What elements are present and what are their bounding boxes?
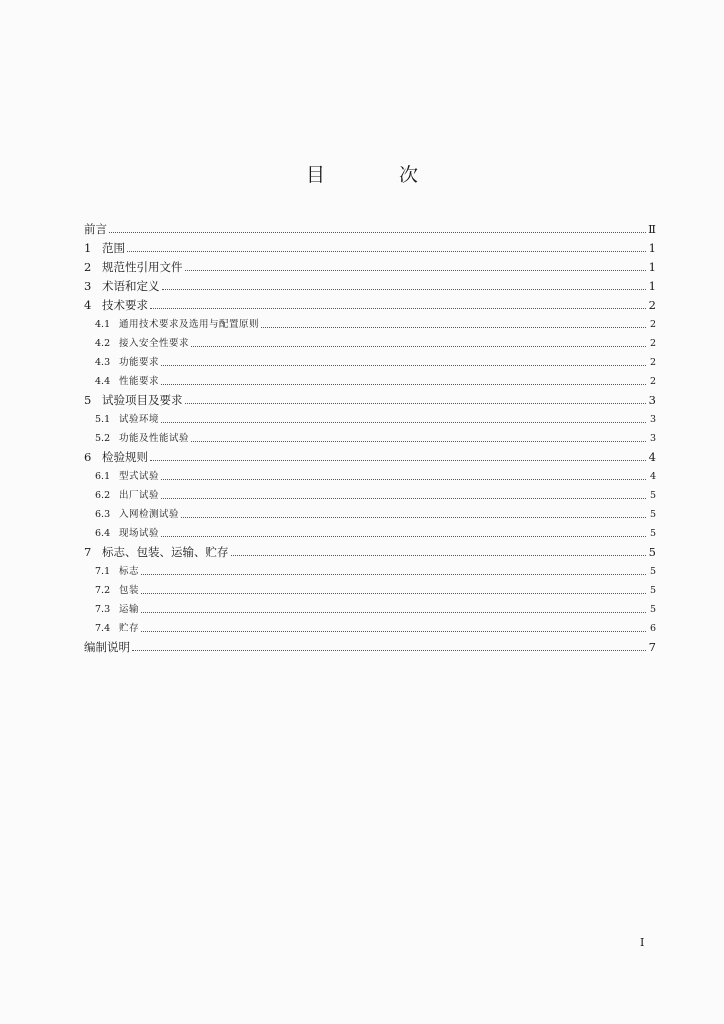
dot-leader (185, 403, 647, 404)
dot-leader (141, 593, 646, 594)
toc-entry-label: 前言 (84, 222, 107, 236)
toc-entry-number: 2 (84, 260, 92, 274)
toc-entry[interactable] (84, 581, 656, 600)
toc-entry-page: 5 (649, 490, 656, 501)
toc-entry-page: 3 (649, 414, 656, 425)
toc-entry-page: 2 (649, 376, 656, 387)
page-number: I (640, 936, 645, 949)
toc-entry-page: 2 (649, 357, 656, 368)
toc-entry[interactable] (84, 448, 656, 467)
toc-entry-number: 7.2 (95, 585, 111, 596)
toc-entry-label: 标志 (119, 566, 140, 577)
toc-entry[interactable] (84, 619, 656, 638)
toc-entry-number: 3 (84, 279, 92, 293)
toc-entry[interactable] (84, 239, 656, 258)
toc-entry-label: 术语和定义 (102, 279, 160, 293)
toc-entry[interactable] (84, 315, 656, 334)
toc-entry-page: 1 (648, 279, 656, 293)
toc-entry-page: 1 (648, 260, 656, 274)
toc-entry-label: 功能要求 (119, 357, 160, 368)
dot-leader (181, 517, 646, 518)
toc-entry-label: 包装 (119, 585, 140, 596)
toc-entry[interactable] (84, 524, 656, 543)
toc-entry[interactable] (84, 277, 656, 296)
toc-entry-number: 6.2 (95, 490, 111, 501)
toc-entry[interactable] (84, 353, 656, 372)
toc-entry[interactable] (84, 543, 656, 562)
page-title: 目 次 (305, 164, 453, 186)
dot-leader (161, 422, 646, 423)
toc-entry[interactable] (84, 486, 656, 505)
toc-entry[interactable] (84, 334, 656, 353)
toc-entry-number: 7.4 (95, 623, 111, 634)
toc-entry-number: 4.2 (95, 338, 111, 349)
toc-entry-number: 7 (84, 545, 92, 559)
table-of-contents (84, 220, 656, 657)
dot-leader (261, 327, 646, 328)
dot-leader (150, 308, 646, 309)
toc-entry-number: 5.2 (95, 433, 111, 444)
toc-entry-label: 试验环境 (119, 414, 160, 425)
toc-entry-number: 1 (84, 241, 92, 255)
toc-entry-page: 5 (649, 604, 656, 615)
dot-leader (161, 536, 646, 537)
toc-entry-label: 现场试验 (119, 528, 160, 539)
toc-entry-label: 功能及性能试验 (119, 433, 190, 444)
toc-entry[interactable] (84, 600, 656, 619)
toc-entry-page: 3 (649, 433, 656, 444)
dot-leader (231, 555, 647, 556)
toc-entry[interactable] (84, 391, 656, 410)
toc-entry-page: 2 (648, 298, 656, 312)
toc-entry-page: 5 (649, 566, 656, 577)
dot-leader (141, 574, 646, 575)
toc-entry-page: 4 (648, 450, 656, 464)
toc-entry-page: 5 (648, 545, 656, 559)
toc-entry-number: 4 (84, 298, 92, 312)
toc-entry-page: 2 (649, 319, 656, 330)
toc-entry-page: 3 (648, 393, 656, 407)
dot-leader (141, 612, 646, 613)
toc-entry-label: 检验规则 (102, 450, 148, 464)
toc-entry-page: 5 (649, 528, 656, 539)
toc-entry-label: 通用技术要求及选用与配置原则 (119, 319, 260, 330)
toc-entry[interactable] (84, 505, 656, 524)
toc-entry[interactable] (84, 562, 656, 581)
toc-entry-page: 2 (649, 338, 656, 349)
toc-entry-label: 入网检测试验 (119, 509, 180, 520)
toc-entry-number: 7.3 (95, 604, 111, 615)
toc-entry-label: 标志、包装、运输、贮存 (102, 545, 229, 559)
toc-entry-page: Ⅱ (648, 222, 656, 236)
toc-entry-label: 出厂试验 (119, 490, 160, 501)
toc-entry-page: 1 (648, 241, 656, 255)
dot-leader (127, 251, 646, 252)
toc-entry-number: 6.1 (95, 471, 111, 482)
toc-entry-number: 4.4 (95, 376, 111, 387)
toc-entry-number: 6 (84, 450, 92, 464)
dot-leader (161, 498, 646, 499)
toc-entry-label: 型式试验 (119, 471, 160, 482)
toc-entry-number: 6.4 (95, 528, 111, 539)
toc-entry[interactable] (84, 410, 656, 429)
dot-leader (185, 270, 647, 271)
toc-entry-page: 4 (649, 471, 656, 482)
toc-entry-page: 5 (649, 585, 656, 596)
toc-entry-label: 技术要求 (102, 298, 148, 312)
toc-entry-label: 编制说明 (84, 640, 130, 654)
dot-leader (161, 365, 646, 366)
toc-entry[interactable] (84, 372, 656, 391)
toc-entry-number: 7.1 (95, 566, 111, 577)
toc-entry-label: 规范性引用文件 (102, 260, 183, 274)
toc-entry[interactable] (84, 258, 656, 277)
toc-entry-label: 接入安全性要求 (119, 338, 190, 349)
dot-leader (191, 441, 646, 442)
toc-entry-label: 范围 (102, 241, 125, 255)
toc-entry[interactable] (84, 220, 656, 239)
toc-entry[interactable] (84, 638, 656, 657)
toc-entry-label: 运输 (119, 604, 140, 615)
toc-entry-number: 4.1 (95, 319, 111, 330)
toc-entry-page: 5 (649, 509, 656, 520)
toc-entry-number: 5.1 (95, 414, 111, 425)
dot-leader (141, 631, 646, 632)
toc-entry-label: 性能要求 (119, 376, 160, 387)
toc-entry-number: 6.3 (95, 509, 111, 520)
dot-leader (161, 479, 646, 480)
toc-entry-page: 7 (648, 640, 656, 654)
toc-entry[interactable] (84, 296, 656, 315)
toc-entry-label: 试验项目及要求 (102, 393, 183, 407)
dot-leader (132, 650, 646, 651)
dot-leader (162, 289, 647, 290)
dot-leader (150, 460, 646, 461)
toc-entry[interactable] (84, 467, 656, 486)
toc-entry-number: 4.3 (95, 357, 111, 368)
dot-leader (161, 384, 646, 385)
dot-leader (109, 232, 646, 233)
toc-entry-number: 5 (84, 393, 92, 407)
dot-leader (191, 346, 646, 347)
toc-entry-page: 6 (649, 623, 656, 634)
toc-entry[interactable] (84, 429, 656, 448)
toc-entry-label: 贮存 (119, 623, 140, 634)
